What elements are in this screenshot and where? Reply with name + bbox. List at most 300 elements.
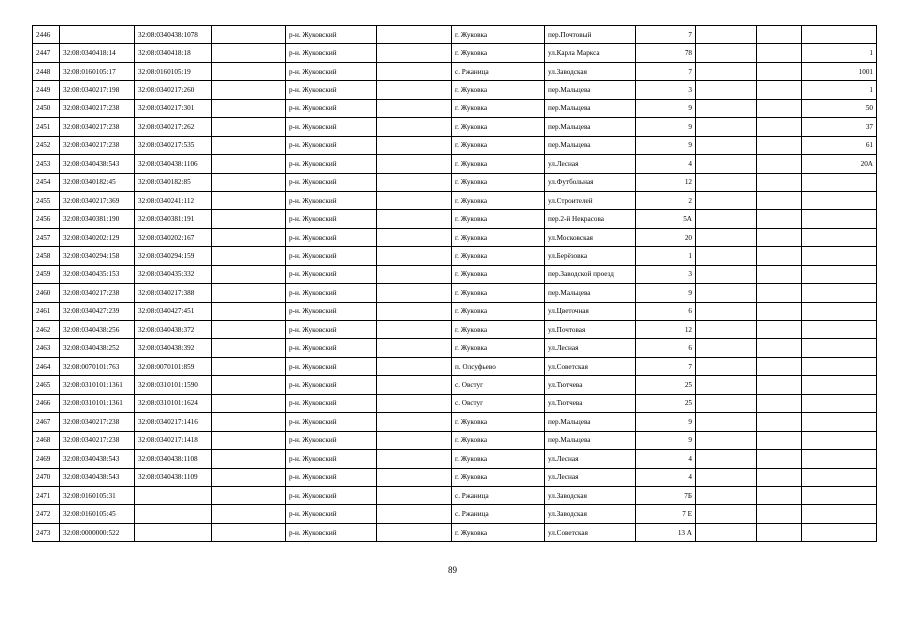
table-body [33, 26, 877, 542]
parent-cadastral-number-cell [60, 26, 135, 44]
house-number-cell: 6 [636, 302, 696, 320]
locality-cell: с. Овстуг [452, 394, 545, 412]
district-cell: р-н. Жуковский [286, 284, 377, 302]
empty-cell [757, 62, 802, 80]
row-index-cell: 2462 [33, 321, 60, 339]
house-number-cell: 7 [636, 357, 696, 375]
table-row [33, 191, 877, 209]
district-cell: р-н. Жуковский [286, 450, 377, 468]
empty-cell [757, 357, 802, 375]
house-number-cell: 13 А [636, 523, 696, 541]
street-cell: пер.Мальцева [545, 118, 636, 136]
empty-cell [757, 468, 802, 486]
parent-cadastral-number-cell: 32:08:0340438:543 [60, 468, 135, 486]
parent-cadastral-number-cell: 32:08:0340217:238 [60, 99, 135, 117]
empty-cell [696, 523, 757, 541]
apartment-number-cell [802, 523, 877, 541]
street-cell: ул.Советская [545, 523, 636, 541]
empty-cell [212, 505, 286, 523]
empty-cell [696, 228, 757, 246]
locality-cell: г. Жуковка [452, 284, 545, 302]
apartment-number-cell: 50 [802, 99, 877, 117]
parent-cadastral-number-cell: 32:08:0340202:129 [60, 228, 135, 246]
empty-cell [696, 339, 757, 357]
house-number-cell: 12 [636, 321, 696, 339]
empty-cell [757, 155, 802, 173]
object-cadastral-number-cell: 32:08:0340438:1106 [135, 155, 212, 173]
empty-cell [757, 81, 802, 99]
locality-cell: г. Жуковка [452, 191, 545, 209]
locality-cell: г. Жуковка [452, 118, 545, 136]
empty-cell [696, 450, 757, 468]
empty-cell [696, 431, 757, 449]
street-cell: пер.Мальцева [545, 431, 636, 449]
object-cadastral-number-cell: 32:08:0340217:1416 [135, 413, 212, 431]
empty-cell [757, 413, 802, 431]
row-index-cell: 2460 [33, 284, 60, 302]
table-row [33, 302, 877, 320]
locality-cell: г. Жуковка [452, 228, 545, 246]
empty-cell [377, 118, 452, 136]
parent-cadastral-number-cell: 32:08:0000000:522 [60, 523, 135, 541]
house-number-cell: 25 [636, 376, 696, 394]
object-cadastral-number-cell [135, 523, 212, 541]
house-number-cell: 5А [636, 210, 696, 228]
empty-cell [377, 413, 452, 431]
empty-cell [212, 44, 286, 62]
locality-cell: г. Жуковка [452, 468, 545, 486]
parent-cadastral-number-cell: 32:08:0340182:45 [60, 173, 135, 191]
object-cadastral-number-cell: 32:08:0340217:535 [135, 136, 212, 154]
district-cell: р-н. Жуковский [286, 99, 377, 117]
street-cell: ул.Московская [545, 228, 636, 246]
locality-cell: г. Жуковка [452, 413, 545, 431]
apartment-number-cell [802, 431, 877, 449]
empty-cell [696, 486, 757, 504]
table-row [33, 450, 877, 468]
table-row [33, 155, 877, 173]
district-cell: р-н. Жуковский [286, 468, 377, 486]
parent-cadastral-number-cell: 32:08:0340438:252 [60, 339, 135, 357]
empty-cell [696, 210, 757, 228]
house-number-cell: 1 [636, 247, 696, 265]
empty-cell [212, 450, 286, 468]
parent-cadastral-number-cell: 32:08:0340418:14 [60, 44, 135, 62]
district-cell: р-н. Жуковский [286, 523, 377, 541]
street-cell: ул.Лесная [545, 339, 636, 357]
row-index-cell: 2450 [33, 99, 60, 117]
object-cadastral-number-cell: 32:08:0340202:167 [135, 228, 212, 246]
locality-cell: г. Жуковка [452, 321, 545, 339]
empty-cell [212, 265, 286, 283]
empty-cell [377, 136, 452, 154]
apartment-number-cell [802, 284, 877, 302]
empty-cell [377, 486, 452, 504]
parent-cadastral-number-cell: 32:08:0160105:31 [60, 486, 135, 504]
district-cell: р-н. Жуковский [286, 136, 377, 154]
locality-cell: г. Жуковка [452, 210, 545, 228]
locality-cell: с. Овстуг [452, 376, 545, 394]
district-cell: р-н. Жуковский [286, 191, 377, 209]
empty-cell [696, 247, 757, 265]
empty-cell [212, 376, 286, 394]
apartment-number-cell [802, 265, 877, 283]
empty-cell [757, 431, 802, 449]
apartment-number-cell: 37 [802, 118, 877, 136]
street-cell: пер.Мальцева [545, 136, 636, 154]
row-index-cell: 2469 [33, 450, 60, 468]
apartment-number-cell [802, 376, 877, 394]
object-cadastral-number-cell: 32:08:0160105:19 [135, 62, 212, 80]
house-number-cell: 9 [636, 284, 696, 302]
house-number-cell: 7Б [636, 486, 696, 504]
empty-cell [212, 339, 286, 357]
house-number-cell: 4 [636, 155, 696, 173]
parent-cadastral-number-cell: 32:08:0310101:1361 [60, 394, 135, 412]
empty-cell [757, 26, 802, 44]
table-row [33, 413, 877, 431]
locality-cell: г. Жуковка [452, 26, 545, 44]
row-index-cell: 2472 [33, 505, 60, 523]
table-row [33, 505, 877, 523]
district-cell: р-н. Жуковский [286, 431, 377, 449]
house-number-cell: 7 [636, 26, 696, 44]
table-row [33, 228, 877, 246]
district-cell: р-н. Жуковский [286, 44, 377, 62]
district-cell: р-н. Жуковский [286, 394, 377, 412]
table-row [33, 284, 877, 302]
row-index-cell: 2448 [33, 62, 60, 80]
empty-cell [212, 99, 286, 117]
parent-cadastral-number-cell: 32:08:0340217:238 [60, 431, 135, 449]
table-row [33, 118, 877, 136]
empty-cell [696, 357, 757, 375]
empty-cell [377, 450, 452, 468]
empty-cell [377, 26, 452, 44]
empty-cell [757, 99, 802, 117]
house-number-cell: 7 Е [636, 505, 696, 523]
apartment-number-cell [802, 191, 877, 209]
district-cell: р-н. Жуковский [286, 321, 377, 339]
empty-cell [212, 357, 286, 375]
empty-cell [212, 136, 286, 154]
locality-cell: г. Жуковка [452, 173, 545, 191]
apartment-number-cell: 1 [802, 44, 877, 62]
house-number-cell: 3 [636, 81, 696, 99]
apartment-number-cell: 1 [802, 81, 877, 99]
apartment-number-cell [802, 26, 877, 44]
empty-cell [757, 228, 802, 246]
locality-cell: г. Жуковка [452, 136, 545, 154]
empty-cell [696, 118, 757, 136]
parent-cadastral-number-cell: 32:08:0340427:239 [60, 302, 135, 320]
empty-cell [212, 468, 286, 486]
table-row [33, 26, 877, 44]
district-cell: р-н. Жуковский [286, 62, 377, 80]
parent-cadastral-number-cell: 32:08:0340438:543 [60, 450, 135, 468]
table-row [33, 136, 877, 154]
table-row [33, 247, 877, 265]
row-index-cell: 2453 [33, 155, 60, 173]
empty-cell [377, 431, 452, 449]
street-cell: пер.Мальцева [545, 413, 636, 431]
empty-cell [377, 468, 452, 486]
row-index-cell: 2459 [33, 265, 60, 283]
apartment-number-cell: 20А [802, 155, 877, 173]
object-cadastral-number-cell: 32:08:0340217:388 [135, 284, 212, 302]
district-cell: р-н. Жуковский [286, 486, 377, 504]
empty-cell [757, 394, 802, 412]
parent-cadastral-number-cell: 32:08:0340435:153 [60, 265, 135, 283]
apartment-number-cell [802, 394, 877, 412]
apartment-number-cell [802, 321, 877, 339]
locality-cell: г. Жуковка [452, 155, 545, 173]
empty-cell [696, 173, 757, 191]
table-row [33, 321, 877, 339]
object-cadastral-number-cell: 32:08:0340418:18 [135, 44, 212, 62]
empty-cell [696, 99, 757, 117]
table-row [33, 486, 877, 504]
empty-cell [696, 394, 757, 412]
street-cell: ул.Карла Маркса [545, 44, 636, 62]
empty-cell [212, 81, 286, 99]
house-number-cell: 6 [636, 339, 696, 357]
table-row [33, 339, 877, 357]
locality-cell: с. Ржаница [452, 505, 545, 523]
street-cell: ул.Цветочная [545, 302, 636, 320]
empty-cell [377, 62, 452, 80]
row-index-cell: 2466 [33, 394, 60, 412]
house-number-cell: 9 [636, 413, 696, 431]
street-cell: ул.Лесная [545, 450, 636, 468]
row-index-cell: 2451 [33, 118, 60, 136]
apartment-number-cell [802, 339, 877, 357]
district-cell: р-н. Жуковский [286, 173, 377, 191]
object-cadastral-number-cell: 32:08:0340438:392 [135, 339, 212, 357]
parent-cadastral-number-cell: 32:08:0340438:256 [60, 321, 135, 339]
row-index-cell: 2452 [33, 136, 60, 154]
locality-cell: г. Жуковка [452, 81, 545, 99]
district-cell: р-н. Жуковский [286, 210, 377, 228]
empty-cell [696, 155, 757, 173]
page-number: 89 [448, 565, 457, 575]
row-index-cell: 2446 [33, 26, 60, 44]
object-cadastral-number-cell: 32:08:0340427:451 [135, 302, 212, 320]
empty-cell [212, 394, 286, 412]
object-cadastral-number-cell: 32:08:0340438:372 [135, 321, 212, 339]
district-cell: р-н. Жуковский [286, 247, 377, 265]
empty-cell [757, 486, 802, 504]
object-cadastral-number-cell [135, 486, 212, 504]
object-cadastral-number-cell [135, 505, 212, 523]
empty-cell [757, 265, 802, 283]
row-index-cell: 2463 [33, 339, 60, 357]
district-cell: р-н. Жуковский [286, 26, 377, 44]
apartment-number-cell [802, 357, 877, 375]
empty-cell [377, 228, 452, 246]
street-cell: ул.Строителей [545, 191, 636, 209]
district-cell: р-н. Жуковский [286, 265, 377, 283]
house-number-cell: 4 [636, 468, 696, 486]
district-cell: р-н. Жуковский [286, 357, 377, 375]
empty-cell [212, 284, 286, 302]
locality-cell: п. Олсуфьево [452, 357, 545, 375]
row-index-cell: 2449 [33, 81, 60, 99]
parent-cadastral-number-cell: 32:08:0340217:238 [60, 413, 135, 431]
locality-cell: г. Жуковка [452, 302, 545, 320]
empty-cell [757, 505, 802, 523]
empty-cell [696, 468, 757, 486]
row-index-cell: 2468 [33, 431, 60, 449]
locality-cell: г. Жуковка [452, 99, 545, 117]
table-row [33, 265, 877, 283]
apartment-number-cell [802, 210, 877, 228]
apartment-number-cell: 1001 [802, 62, 877, 80]
empty-cell [212, 155, 286, 173]
empty-cell [377, 523, 452, 541]
district-cell: р-н. Жуковский [286, 302, 377, 320]
empty-cell [696, 81, 757, 99]
empty-cell [377, 284, 452, 302]
apartment-number-cell [802, 486, 877, 504]
row-index-cell: 2471 [33, 486, 60, 504]
empty-cell [757, 302, 802, 320]
empty-cell [377, 247, 452, 265]
table-row [33, 210, 877, 228]
house-number-cell: 9 [636, 136, 696, 154]
parent-cadastral-number-cell: 32:08:0070101:763 [60, 357, 135, 375]
parent-cadastral-number-cell: 32:08:0340294:158 [60, 247, 135, 265]
district-cell: р-н. Жуковский [286, 155, 377, 173]
empty-cell [377, 173, 452, 191]
empty-cell [212, 228, 286, 246]
row-index-cell: 2458 [33, 247, 60, 265]
row-index-cell: 2461 [33, 302, 60, 320]
empty-cell [696, 191, 757, 209]
empty-cell [212, 173, 286, 191]
parent-cadastral-number-cell: 32:08:0160105:45 [60, 505, 135, 523]
apartment-number-cell [802, 228, 877, 246]
row-index-cell: 2465 [33, 376, 60, 394]
street-cell: ул.Заводская [545, 486, 636, 504]
empty-cell [377, 155, 452, 173]
empty-cell [212, 321, 286, 339]
locality-cell: с. Ржаница [452, 486, 545, 504]
parent-cadastral-number-cell: 32:08:0310101:1361 [60, 376, 135, 394]
street-cell: пер.Мальцева [545, 81, 636, 99]
apartment-number-cell [802, 450, 877, 468]
object-cadastral-number-cell: 32:08:0340381:191 [135, 210, 212, 228]
district-cell: р-н. Жуковский [286, 339, 377, 357]
object-cadastral-number-cell: 32:08:0310101:1624 [135, 394, 212, 412]
object-cadastral-number-cell: 32:08:0340294:159 [135, 247, 212, 265]
street-cell: пер.Почтовый [545, 26, 636, 44]
district-cell: р-н. Жуковский [286, 228, 377, 246]
parent-cadastral-number-cell: 32:08:0340438:543 [60, 155, 135, 173]
object-cadastral-number-cell: 32:08:0340435:332 [135, 265, 212, 283]
row-index-cell: 2470 [33, 468, 60, 486]
house-number-cell: 20 [636, 228, 696, 246]
empty-cell [696, 62, 757, 80]
empty-cell [377, 265, 452, 283]
object-cadastral-number-cell: 32:08:0340241:112 [135, 191, 212, 209]
table-row [33, 468, 877, 486]
row-index-cell: 2464 [33, 357, 60, 375]
empty-cell [377, 81, 452, 99]
empty-cell [377, 44, 452, 62]
table-row [33, 81, 877, 99]
street-cell: ул.Почтовая [545, 321, 636, 339]
parent-cadastral-number-cell: 32:08:0160105:17 [60, 62, 135, 80]
empty-cell [377, 210, 452, 228]
empty-cell [696, 265, 757, 283]
object-cadastral-number-cell: 32:08:0340438:1109 [135, 468, 212, 486]
object-cadastral-number-cell: 32:08:0340182:85 [135, 173, 212, 191]
parent-cadastral-number-cell: 32:08:0340217:238 [60, 136, 135, 154]
apartment-number-cell [802, 173, 877, 191]
district-cell: р-н. Жуковский [286, 81, 377, 99]
empty-cell [696, 26, 757, 44]
empty-cell [757, 450, 802, 468]
row-index-cell: 2454 [33, 173, 60, 191]
house-number-cell: 3 [636, 265, 696, 283]
street-cell: пер.Мальцева [545, 99, 636, 117]
empty-cell [696, 44, 757, 62]
house-number-cell: 9 [636, 118, 696, 136]
empty-cell [212, 62, 286, 80]
empty-cell [757, 191, 802, 209]
empty-cell [212, 413, 286, 431]
table-row [33, 173, 877, 191]
empty-cell [757, 339, 802, 357]
street-cell: ул.Лесная [545, 468, 636, 486]
parent-cadastral-number-cell: 32:08:0340381:190 [60, 210, 135, 228]
parent-cadastral-number-cell: 32:08:0340217:369 [60, 191, 135, 209]
apartment-number-cell [802, 413, 877, 431]
table-row [33, 523, 877, 541]
row-index-cell: 2455 [33, 191, 60, 209]
district-cell: р-н. Жуковский [286, 376, 377, 394]
empty-cell [377, 302, 452, 320]
empty-cell [757, 136, 802, 154]
street-cell: ул.Лесная [545, 155, 636, 173]
empty-cell [757, 173, 802, 191]
empty-cell [757, 247, 802, 265]
locality-cell: г. Жуковка [452, 265, 545, 283]
empty-cell [696, 505, 757, 523]
parent-cadastral-number-cell: 32:08:0340217:198 [60, 81, 135, 99]
street-cell: ул.Тютчева [545, 394, 636, 412]
object-cadastral-number-cell: 32:08:0340217:301 [135, 99, 212, 117]
empty-cell [757, 284, 802, 302]
row-index-cell: 2456 [33, 210, 60, 228]
empty-cell [377, 99, 452, 117]
empty-cell [212, 26, 286, 44]
empty-cell [696, 284, 757, 302]
empty-cell [212, 247, 286, 265]
empty-cell [377, 394, 452, 412]
street-cell: ул.Футбольная [545, 173, 636, 191]
empty-cell [757, 118, 802, 136]
empty-cell [696, 136, 757, 154]
empty-cell [212, 118, 286, 136]
district-cell: р-н. Жуковский [286, 413, 377, 431]
object-cadastral-number-cell: 32:08:0340217:1418 [135, 431, 212, 449]
register-table [32, 25, 877, 542]
table-row [33, 62, 877, 80]
empty-cell [696, 376, 757, 394]
apartment-number-cell [802, 468, 877, 486]
